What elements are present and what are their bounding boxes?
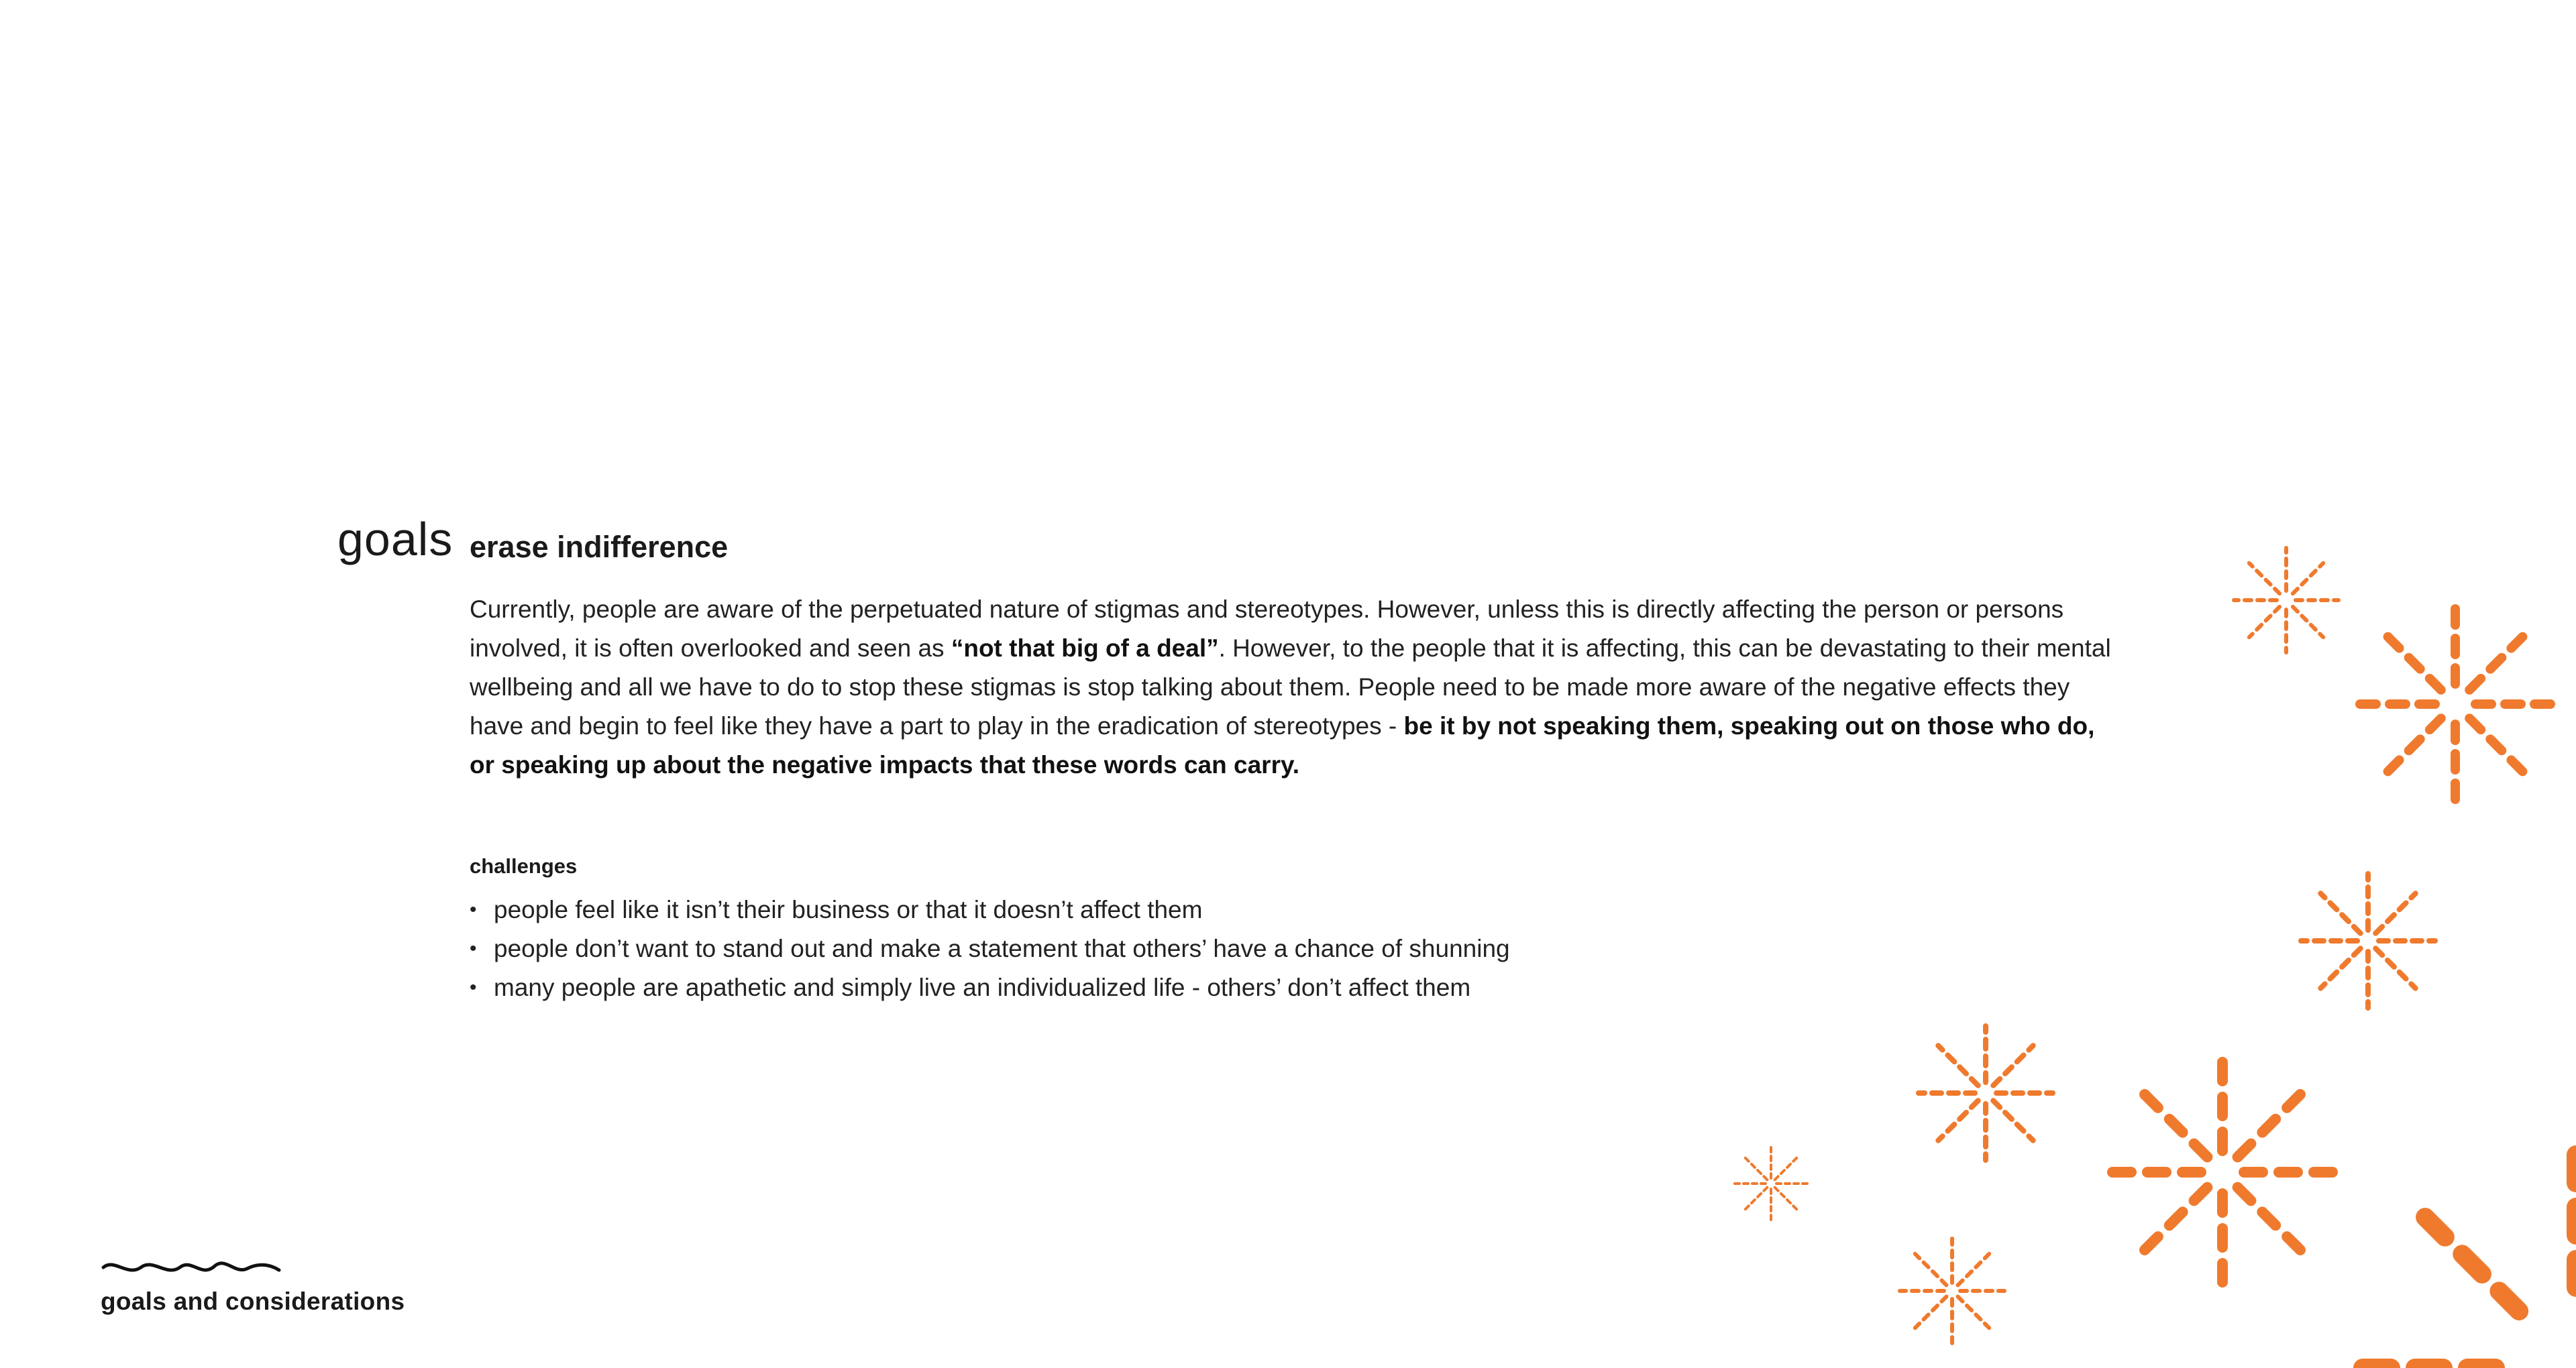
starburst-ray: [2249, 607, 2279, 637]
goal-title: erase indifference: [470, 530, 729, 564]
starburst-ray: [2383, 718, 2441, 776]
starburst-ray: [2141, 1188, 2207, 1254]
starburst-icon: [2355, 1147, 2576, 1368]
starburst-ray: [2320, 948, 2360, 988]
footer-label: goals and considerations: [101, 1288, 405, 1315]
starburst-ray: [1745, 1157, 1767, 1180]
starburst-ray: [2375, 948, 2415, 988]
starburst-ray: [2375, 893, 2415, 933]
starburst-ray: [2293, 563, 2323, 593]
goal-paragraph-part2: . However, to the people that it is affecting, this can be devastating to their mental wellbeing and all we have to do to stop these stigmas is stop talking about them. People need to be made more aware of the negative effects they have and begin to feel like they have a part to play in the eradication of stereotypes -: [470, 634, 2111, 740]
bullet-icon: •: [470, 976, 477, 999]
starburst-ray: [1993, 1100, 2033, 1140]
starburst-icon: [2107, 1057, 2338, 1288]
bullet-icon: •: [470, 899, 477, 921]
starburst-ray: [2238, 1188, 2304, 1254]
challenge-text: people don’t want to stand out and make a statement that others’ have a chance of shunning: [494, 935, 1510, 962]
starburst-icon: [1900, 1239, 2004, 1343]
challenges-heading: challenges: [470, 854, 578, 878]
starburst-icon: [1734, 1147, 1808, 1220]
starburst-ray: [1775, 1188, 1797, 1210]
starburst-ray: [1915, 1254, 1947, 1286]
goal-paragraph-part1: Currently, people are aware of the perpetuated nature of stigmas and stereotypes. However, unless this is directly affecting the person or persons involved, it is often overlooked and seen as: [470, 595, 2064, 662]
starburst-ray: [2141, 1090, 2207, 1157]
starburst-ray: [1958, 1297, 1990, 1328]
starburst-icon: [2301, 874, 2435, 1008]
starburst-ray: [2238, 1090, 2304, 1157]
starburst-icon: [1919, 1026, 2053, 1160]
starburst-ray: [1958, 1254, 1990, 1286]
starburst-icon: [2234, 548, 2339, 652]
starburst-ray: [2469, 632, 2527, 690]
starburst-ray: [1938, 1100, 1978, 1140]
starburst-ray: [1745, 1188, 1767, 1210]
starburst-ray: [1938, 1045, 1978, 1085]
starburst-ray: [1915, 1297, 1947, 1328]
starburst-ray: [2320, 893, 2360, 933]
challenge-text: many people are apathetic and simply live an individualized life - others’ don’t affect them: [494, 974, 1471, 1001]
goal-paragraph-emphasis1: “not that big of a deal”: [951, 634, 1219, 662]
starburst-ray: [2383, 632, 2441, 690]
bullet-icon: •: [470, 937, 477, 960]
section-label: goals: [337, 513, 453, 565]
starburst-ray: [2420, 1212, 2519, 1311]
starburst-ray: [2293, 607, 2323, 637]
starburst-icon: [2353, 602, 2557, 806]
starburst-ray: [1993, 1045, 2033, 1085]
challenge-text: people feel like it isn’t their business or that it doesn’t affect them: [494, 896, 1203, 923]
starburst-ray: [2249, 563, 2279, 593]
goal-paragraph-emphasis2: be it by not speaking them, speaking out on those who do, or speaking up about the negative impacts that these words can carry.: [470, 712, 2095, 779]
starburst-ray: [1775, 1157, 1797, 1180]
starburst-ray: [2469, 718, 2527, 776]
